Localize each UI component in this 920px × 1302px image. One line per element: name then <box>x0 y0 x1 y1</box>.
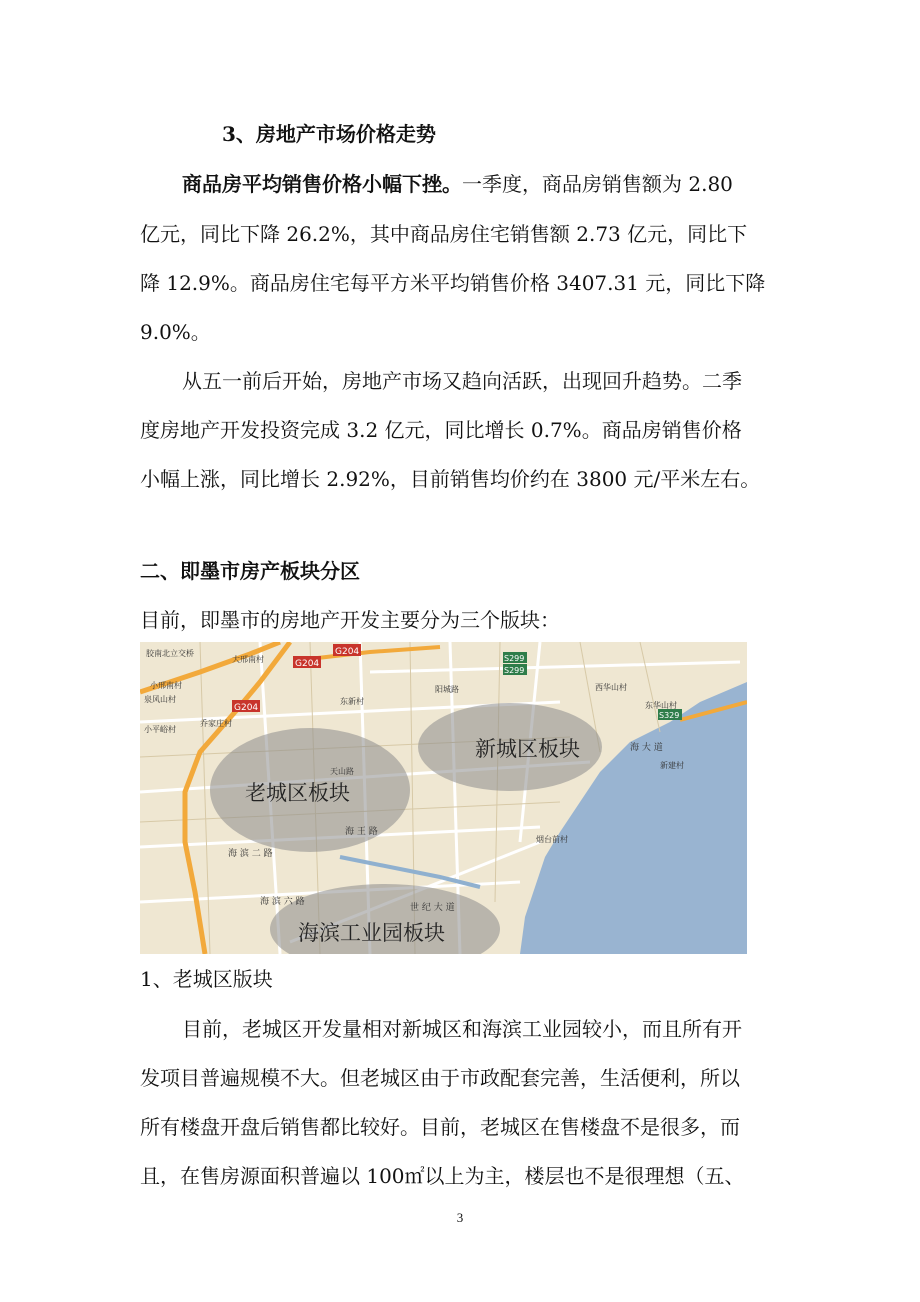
place-label: 小邢南村 <box>150 681 182 690</box>
road-label: 世 纪 大 道 <box>410 903 455 913</box>
paragraph-line: 从五一前后开始，房地产市场又趋向活跃，出现回升趋势。二季 <box>182 369 742 393</box>
shield-g204: G204 <box>335 647 360 657</box>
place-label: 烟台前村 <box>536 835 568 844</box>
shield-g204: G204 <box>295 659 320 669</box>
paragraph-line: 亿元，同比下降 26.2%，其中商品房住宅销售额 2.73 亿元，同比下 <box>140 222 748 246</box>
road-label: 海 滨 六 路 <box>260 897 305 907</box>
place-label: 大邢南村 <box>232 655 264 664</box>
road-label: 海 滨 二 路 <box>228 849 273 859</box>
paragraph-line: 小幅上涨，同比增长 2.92%，目前销售均价约在 3800 元/平米左右。 <box>140 467 761 491</box>
place-label: 西华山村 <box>595 683 627 692</box>
road-label: 天山路 <box>330 767 354 776</box>
place-label: 泉风山村 <box>144 695 176 704</box>
paragraph-line <box>182 172 733 196</box>
place-label: 乔家庄村 <box>200 719 232 728</box>
paragraph-line: 目前，老城区开发量相对新城区和海滨工业园较小，而且所有开 <box>182 1017 742 1041</box>
paragraph-line: 目前，即墨市的房地产开发主要分为三个版块： <box>140 608 560 632</box>
paragraph-line: 9.0%。 <box>140 320 211 344</box>
shield-s299: S299 <box>504 666 525 675</box>
map-graphic <box>140 642 747 954</box>
shield-s299: S299 <box>504 654 525 663</box>
paragraph-line: 发项目普遍规模不大。但老城区由于市政配套完善，生活便利，所以 <box>140 1066 740 1090</box>
road-label: 海 王 路 <box>345 827 378 837</box>
place-label: 胶南北立交桥 <box>146 649 194 658</box>
zone-label-haibin: 海滨工业园板块 <box>298 921 445 945</box>
paragraph-text: 一季度，商品房销售额为 2.80 <box>462 172 733 196</box>
road-label: 海 大 道 <box>630 743 663 753</box>
shield-s329: S329 <box>659 711 680 720</box>
page-number: 3 <box>456 1210 464 1225</box>
section-heading-districts: 二、即墨市房产板块分区 <box>140 559 360 583</box>
district-map <box>140 642 747 954</box>
paragraph-line: 且，在售房源面积普遍以 100㎡以上为主，楼层也不是很理想（五、 <box>140 1164 745 1188</box>
place-label: 小平峪村 <box>144 725 176 734</box>
paragraph-line: 降 12.9%。商品房住宅每平方米平均销售价格 3407.31 元，同比下降 <box>140 271 766 295</box>
zone-label-old-city: 老城区板块 <box>245 781 350 805</box>
subsection-heading-old-city: 1、老城区版块 <box>140 967 273 991</box>
road-label: 阳城路 <box>435 685 459 694</box>
place-label: 东华山村 <box>645 701 677 710</box>
place-label: 东新村 <box>340 697 364 706</box>
bold-lead-sentence: 商品房平均销售价格小幅下挫。 <box>182 172 462 196</box>
shield-g204: G204 <box>234 703 259 713</box>
paragraph-line: 度房地产开发投资完成 3.2 亿元，同比增长 0.7%。商品房销售价格 <box>140 418 742 442</box>
section-heading-price-trend: 3、房地产市场价格走势 <box>222 122 436 146</box>
paragraph-line: 所有楼盘开盘后销售都比较好。目前，老城区在售楼盘不是很多，而 <box>140 1115 740 1139</box>
zone-label-new-city: 新城区板块 <box>475 737 580 761</box>
place-label: 新建村 <box>660 761 684 770</box>
